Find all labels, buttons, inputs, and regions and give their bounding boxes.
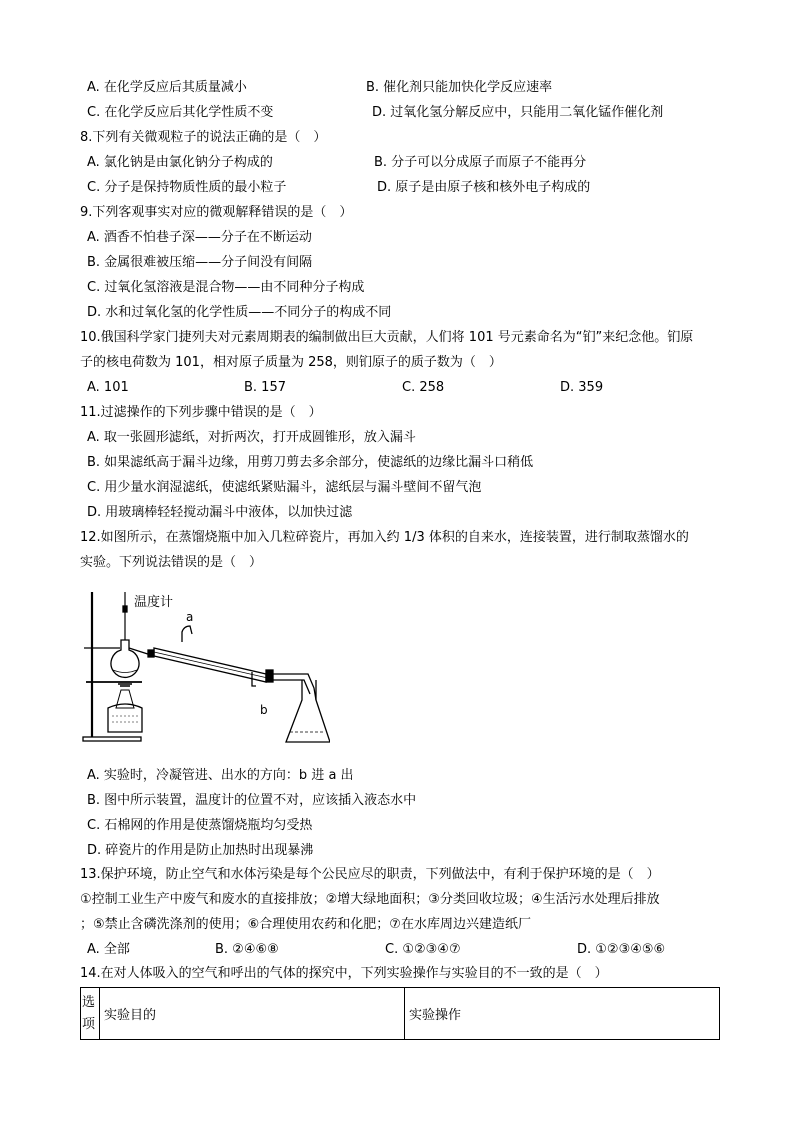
thermometer-label: 温度计	[134, 595, 174, 610]
adapter-lower	[273, 680, 310, 694]
header-option: 选项	[81, 988, 100, 1040]
q12-option-a: A. 实验时，冷凝管进、出水的方向：b 进 a 出	[87, 768, 354, 783]
q13-items-line1: ①控制工业生产中废气和废水的直接排放；②增大绿地面积；③分类回收垃圾；④生活污水处理后排放	[80, 892, 660, 907]
q8-option-a: A. 氯化钠是由氯化钠分子构成的	[87, 155, 273, 170]
q13-option-b: B. ②④⑥⑧	[215, 942, 279, 957]
flask-liquid	[113, 670, 137, 673]
q10-option-d: D. 359	[560, 380, 604, 395]
condenser-inner	[154, 652, 272, 679]
q9-option-c: C. 过氧化氢溶液是混合物——由不同种分子构成	[87, 280, 365, 295]
q13-option-d: D. ①②③④⑤⑥	[577, 942, 666, 957]
q10-stem-line2: 子的核电荷数为 101，相对原子质量为 258，则钔原子的质子数为（ ）	[80, 355, 502, 370]
q9-option-a: A. 酒香不怕巷子深——分子在不断运动	[87, 230, 312, 245]
adapter	[273, 674, 316, 700]
q11-option-d: D. 用玻璃棒轻轻搅动漏斗中液体，以加快过滤	[87, 505, 353, 520]
distilling-flask	[111, 640, 139, 677]
lamp-liquid	[112, 716, 138, 722]
q12-option-b: B. 图中所示装置，温度计的位置不对，应该插入液态水中	[87, 793, 417, 808]
q10-option-a: A. 101	[87, 380, 129, 395]
q11-option-a: A. 取一张圆形滤纸，对折两次，打开成圆锥形，放入漏斗	[87, 430, 416, 445]
q8-option-d: D. 原子是由原子核和核外电子构成的	[377, 180, 591, 195]
q13-items-line2: ；⑤禁止含磷洗涤剂的使用；⑥合理使用农药和化肥；⑦在水库周边兴建造纸厂	[80, 917, 531, 932]
q8-option-b: B. 分子可以分成原子而原子不能再分	[374, 155, 587, 170]
q7-option-c: C. 在化学反应后其化学性质不变	[87, 105, 274, 120]
thermometer-stopper	[123, 606, 127, 612]
adapter-stopper	[266, 670, 273, 682]
stand-base	[83, 737, 141, 741]
label-a: a	[186, 610, 194, 624]
q13-option-c: C. ①②③④⑦	[385, 942, 461, 957]
q7-option-b: B. 催化剂只能加快化学反应速率	[366, 80, 553, 95]
table-header-row	[81, 988, 720, 1040]
flame	[116, 690, 134, 708]
q10-stem-line1: 10.俄国科学家门捷列夫对元素周期表的编制做出巨大贡献，人们将 101 号元素命名为“钔”来纪念他。钔原	[80, 330, 694, 345]
q11-option-c: C. 用少量水润湿滤纸，使滤纸紧贴漏斗，滤纸层与漏斗壁间不留气泡	[87, 480, 482, 495]
header-operation: 实验操作	[405, 988, 720, 1040]
q8-stem: 8.下列有关微观粒子的说法正确的是（ ）	[80, 130, 327, 145]
q12-stem-line1: 12.如图所示，在蒸馏烧瓶中加入几粒碎瓷片，再加入约 1/3 体积的自来水，连接装置，进行制取蒸馏水的	[80, 530, 689, 545]
label-b: b	[260, 703, 268, 717]
q14-table	[80, 987, 720, 1040]
q7-option-a: A. 在化学反应后其质量减小	[87, 80, 247, 95]
header-purpose: 实验目的	[100, 988, 405, 1040]
q7-option-d: D. 过氧化氢分解反应中，只能用二氧化锰作催化剂	[372, 105, 664, 120]
q13-stem: 13.保护环境，防止空气和水体污染是每个公民应尽的职责，下列做法中，有利于保护环境的是（ ）	[80, 867, 660, 882]
q11-option-b: B. 如果滤纸高于漏斗边缘，用剪刀剪去多余部分，使滤纸的边缘比漏斗口稍低	[87, 455, 534, 470]
q10-option-c: C. 258	[402, 380, 445, 395]
q11-stem: 11.过滤操作的下列步骤中错误的是（ ）	[80, 405, 322, 420]
water-outlet-a	[182, 626, 192, 642]
q13-option-a: A. 全部	[87, 942, 130, 957]
q10-option-b: B. 157	[244, 380, 286, 395]
q8-option-c: C. 分子是保持物质性质的最小粒子	[87, 180, 287, 195]
q12-stem-line2: 实验。下列说法错误的是（ ）	[80, 555, 263, 570]
q9-option-b: B. 金属很难被压缩——分子间没有间隔	[87, 255, 313, 270]
q14-stem: 14.在对人体吸入的空气和呼出的气体的探究中，下列实验操作与实验目的不一致的是（ ）	[80, 966, 608, 981]
q12-option-c: C. 石棉网的作用是使蒸馏烧瓶均匀受热	[87, 818, 313, 833]
q9-option-d: D. 水和过氧化氢的化学性质——不同分子的构成不同	[87, 305, 392, 320]
condenser-stopper	[148, 650, 154, 657]
q12-option-d: D. 碎瓷片的作用是防止加热时出现暴沸	[87, 843, 314, 858]
q9-stem: 9.下列客观事实对应的微观解释错误的是（ ）	[80, 205, 353, 220]
distillation-apparatus-figure	[80, 590, 330, 745]
asbestos-gauze	[118, 684, 132, 686]
